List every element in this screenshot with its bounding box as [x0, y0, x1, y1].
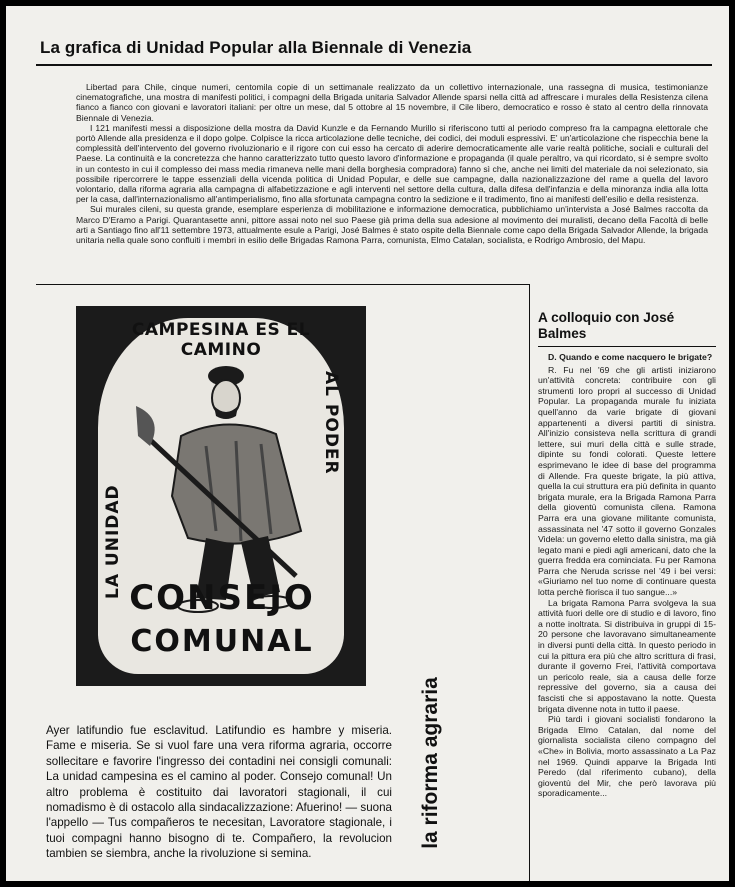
poster-top-text: CAMPESINA ES EL CAMINO — [131, 320, 311, 360]
intro-paragraph-2: I 121 manifesti messi a disposizione della mostra da David Kunzle e da Fernando Murillo si riferiscono tutti al periodo compreso fra la campagna elettorale che portò Allende alla presidenza e il dopo golpe. Colpisce la ricca articolazione delle tecniche, dei codici, dei moduli espressivi. E' un'articolazione che rispecchia bene la complessità dell'intervento del governo rivoluzionario e il rigore con cui esso ha cercato di aderire democraticamente alle varie realtà politiche, sociali e culturali del Paese. La continuità e la concretezza che hanno caratterizzato tutto questo lavoro d'informazione e propaganda (il quale peraltro, va qui ricordato, si è sempre svolto in un contesto in cui il complesso dei mass media rimaneva nelle mani della borghesia compradora) fanno sì che, anche nei limiti del materiale da noi selezionato, sia possibile ripercorrere le tappe essenziali della vicenda politica di Unidad Popular, e delle sue campagne, dalla nazionalizzazione del rame a quella del lavoro volontario, dalla riforma agraria alla campagna di alfabetizzazione e agli interventi nel settore della cultura, dalla difesa dell'infanzia e della minoranza india alla lotta per la casa, dall'internazionalismo all'antimperialismo, fino alla sfortunata campagna contro la sedizione e il tradimento, fino ai manifesti dell'esilio e della resistenza. — [76, 122, 708, 205]
poster-right-text: AL PODER — [321, 371, 341, 475]
intro-paragraph-3: Sui murales cileni, su questa grande, esemplare esperienza di mobilitazione e informazione democratica, pubblichiamo un'intervista a José Balmes raccolta da Marco D'Eramo a Parigi. Quarantasette anni, pittore assai noto nel suo Paese già prima della sua adesione al movimento dei muralisti, decano della Facoltà di belle arti a Santiago fino all'11 settembre 1973, attualmente esule a Parigi, José Balmes è stato ospite della Biennale come capo della Brigada Salvador Allende, la brigada unitaria nella quale sono confluiti i membri in esilio delle Brigadas Ramona Parra, comunista, Elmo Catalan, socialista, e Rodrigo Ambrosio, del Mapu. — [76, 204, 708, 246]
frame-right-rule — [529, 284, 530, 881]
interview-divider — [538, 346, 716, 347]
vertical-section-title: la riforma agraria — [419, 677, 442, 849]
interview-answer-2: La brigata Ramona Parra svolgeva la sua attività fuori delle ore di studio e di lavoro, fino a notte inoltrata. Si distribuiva in gruppi di 15-20 persone che lavoravano simultaneamente in diversi punti della città. In questo periodo in cui la pittura era più che altro scrittura di frasi, durante il governo Frei, l'attività comportava un pericolo reale, sia a causa delle forze repressive del governo, sia a causa dei fascisti che si appostavano la notte. Questa brigata divenne nota in tutto il paese. — [538, 597, 716, 714]
interview-question: D. Quando e come nacquero le brigate? — [548, 352, 713, 362]
interview-heading: A colloquio con José Balmes — [538, 310, 675, 341]
poster-image — [76, 306, 366, 686]
intro-text — [76, 82, 708, 245]
poster-consejo-text: CONSEJO — [129, 578, 315, 618]
interview-answer-3: Più tardi i giovani socialisti fondarono la Brigada Elmo Catalan, dal nome del giornalista socialista cileno compagno del «Che» in Bolivia, morto assassinato a La Paz nel 1969. Quindi apparve la Brigada Inti Peredo (dal riferimento cubano), della gioventù del Mir, che però lavorava più sporadicamente... — [538, 714, 716, 799]
intro-paragraph-1: Libertad para Chile, cinque numeri, centomila copie di un settimanale realizzato da un collettivo internazionale, una rassegna di musica, testimonianze cinematografiche, una mostra di manifesti politici, i compagni della Brigada unitaria Salvador Allende sparsi nella città ad affrescare i murales della Resistenza cilena fianco a fianco con giovani e lavoratori italiani: per oltre un mese, dal 5 ottobre al 15 novembre, il Cile libero, democratico e rosso è stato al centro della rinnovata Biennale di Venezia. — [76, 82, 708, 123]
interview-text — [538, 352, 716, 799]
poster-comunal-text: COMUNAL — [130, 624, 314, 659]
article-title: La grafica di Unidad Popular alla Biennale di Venezia — [40, 38, 472, 57]
interview-answer-1: R. Fu nel '69 che gli artisti iniziarono un'attività concreta: contribuire con gli strumenti loro propri al successo di Unidad Popular. La propaganda murale fu iniziata quell'anno da varie brigate di giovani appartenenti a diversi partiti di sinistra. All'inizio consisteva nella scrittura di grandi lettere, sui muri della città e sulle strade, dipinte su fondi colorati. Queste lettere esprimevano le idee di base del programma di Allende. Fra queste brigate, la più attiva, quella la cui struttura era più definita in quanto brigata murale, era la Brigada Ramona Parra della gioventù comunista cilena. Ramona Parra era una giovane militante comunista, assassinata nel '47 sotto il governo Gonzales Videla: un governo eletto dalla sinistra, ma già legato mani e piedi agli americani, dato che la guerra fredda era cominciata. Fu per Ramona Parra che Neruda scrisse nel '49 i bei versi: «Giuriamo nel tuo nome di continuare questa lotta perchè fiorisca il tuo sangue...» — [538, 364, 716, 598]
title-divider — [36, 64, 712, 66]
poster-left-text: LA UNIDAD — [103, 484, 123, 599]
poster-caption: Ayer latifundio fue esclavitud. Latifundio es hambre y miseria. Fame e miseria. Se si vuol fare una vera riforma agraria, occorre sollecitare e favorire l'ingresso dei contadini nei consigli comunali: La unidad campesina es el camino al poder. Consejo comunal! Un altro problema è costituito dai lavoratori stagionali, il cui nomadismo è di ostacolo alla sindacalizzazione: Afuerino! — suona l'appello — Tus compañeros te necesitan, Lavoratore stagionale, i tuoi compagni hanno bisogno di te. Compañero, la revolucion tambien se siembra, anche la rivoluzione si semina. — [46, 724, 392, 861]
frame-top-rule — [36, 284, 530, 285]
magazine-page — [6, 6, 729, 881]
